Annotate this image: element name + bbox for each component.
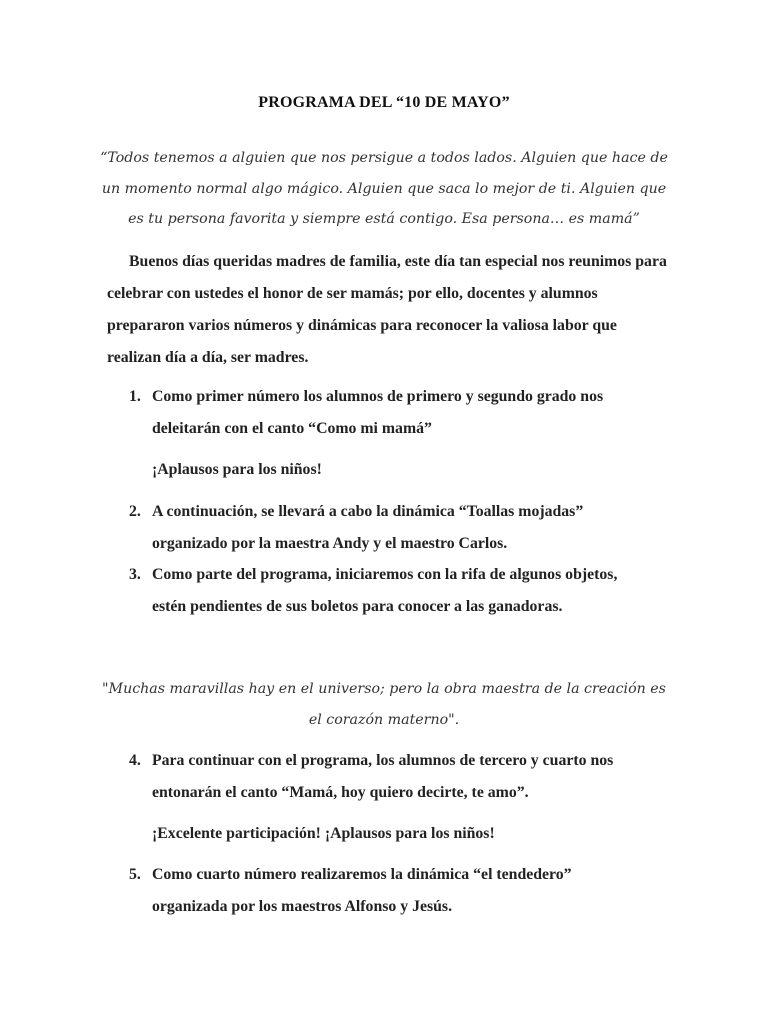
opening-quote: “Todos tenemos a alguien que nos persigue a todos lados. Alguien que hace de un momento normal algo mágico. Alguien que saca lo mejor de ti. Alguien que es tu persona favorita y siempre está contigo. Esa persona… es mamá” (100, 150, 668, 227)
applause-line-1: ¡Aplausos para los niños! (152, 461, 322, 478)
document-title: PROGRAMA DEL “10 DE MAYO” (258, 94, 510, 111)
item-text: Como primer número los alumnos de primero y segundo grado nos deleitarán con el canto “Como mi mamá” (152, 388, 604, 437)
middle-quote: "Muchas maravillas hay en el universo; pero la obra maestra de la creación es el corazón materno". (102, 681, 666, 728)
item-text: Como parte del programa, iniciaremos con la rifa de algunos objetos, estén pendientes de sus boletos para conocer a las ganadoras. (152, 566, 618, 615)
item-number: 3. (129, 566, 141, 583)
program-item-3 (129, 559, 649, 623)
program-item-2 (129, 496, 649, 560)
item-number: 1. (129, 388, 141, 405)
program-item-1 (129, 381, 649, 445)
item-number: 4. (129, 752, 141, 769)
item-number: 5. (129, 866, 141, 883)
program-item-4 (129, 745, 649, 809)
item-number: 2. (129, 503, 141, 520)
item-text: Como cuarto número realizaremos la dinámica “el tendedero” organizada por los maestros Alfonso y Jesús. (152, 866, 572, 915)
program-item-5 (129, 859, 649, 923)
item-text: Para continuar con el programa, los alumnos de tercero y cuarto nos entonarán el canto “Mamá, hoy quiero decirte, te amo”. (152, 752, 614, 801)
item-text: A continuación, se llevará a cabo la dinámica “Toallas mojadas” organizado por la maestra Andy y el maestro Carlos. (152, 503, 584, 552)
applause-line-2: ¡Excelente participación! ¡Aplausos para los niños! (152, 825, 495, 842)
intro-paragraph: Buenos días queridas madres de familia, este día tan especial nos reunimos para celebrar con ustedes el honor de ser mamás; por ello, docentes y alumnos prepararon varios números y dinámicas para reconocer la valiosa labor que realizan día a día, ser madres. (107, 253, 667, 366)
